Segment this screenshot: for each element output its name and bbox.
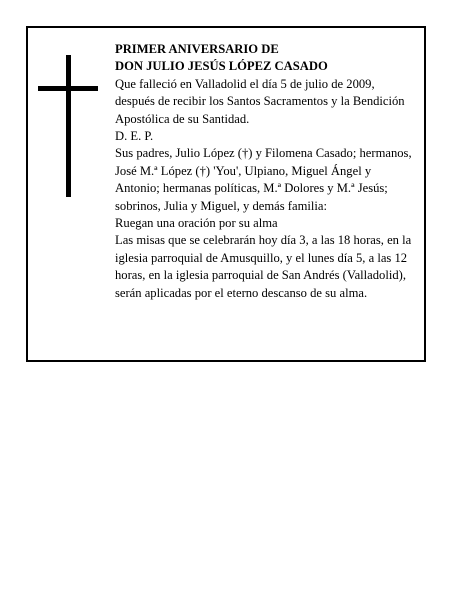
masses-paragraph: Las misas que se celebrarán hoy día 3, a las 18 horas, en la iglesia parroquial de Amusquillo, y el lunes día 5, a las 12 horas, en la iglesia parroquial de San Andrés (Valladolid), serán aplicadas por el eterno descanso de su alma. xyxy=(115,233,412,300)
notice-text xyxy=(115,41,415,302)
notice-title-line-1: PRIMER ANIVERSARIO DE xyxy=(115,42,279,56)
death-details-paragraph: Que falleció en Valladolid el día 5 de julio de 2009, después de recibir los Santos Sacramentos y la Bendición Apostólica de su Santidad. xyxy=(115,76,405,126)
prayer-request-line: Ruegan una oración por su alma xyxy=(115,216,278,231)
notice-title-line-2: DON JULIO JESÚS LÓPEZ CASADO xyxy=(115,59,328,74)
cross-horizontal-bar xyxy=(38,86,98,91)
obituary-notice xyxy=(26,26,426,362)
dep-line: D. E. P. xyxy=(115,129,154,144)
latin-cross-icon xyxy=(38,55,98,197)
cross-vertical-bar xyxy=(66,55,71,197)
family-paragraph: Sus padres, Julio López (†) y Filomena Casado; hermanos, José M.ª López (†) 'You', Ulpiano, Miguel Ángel y Antonio; hermanas políticas, M.ª Dolores y M.ª Jesús; sobrinos, Julia y Miguel, y demás familia: xyxy=(115,146,412,213)
